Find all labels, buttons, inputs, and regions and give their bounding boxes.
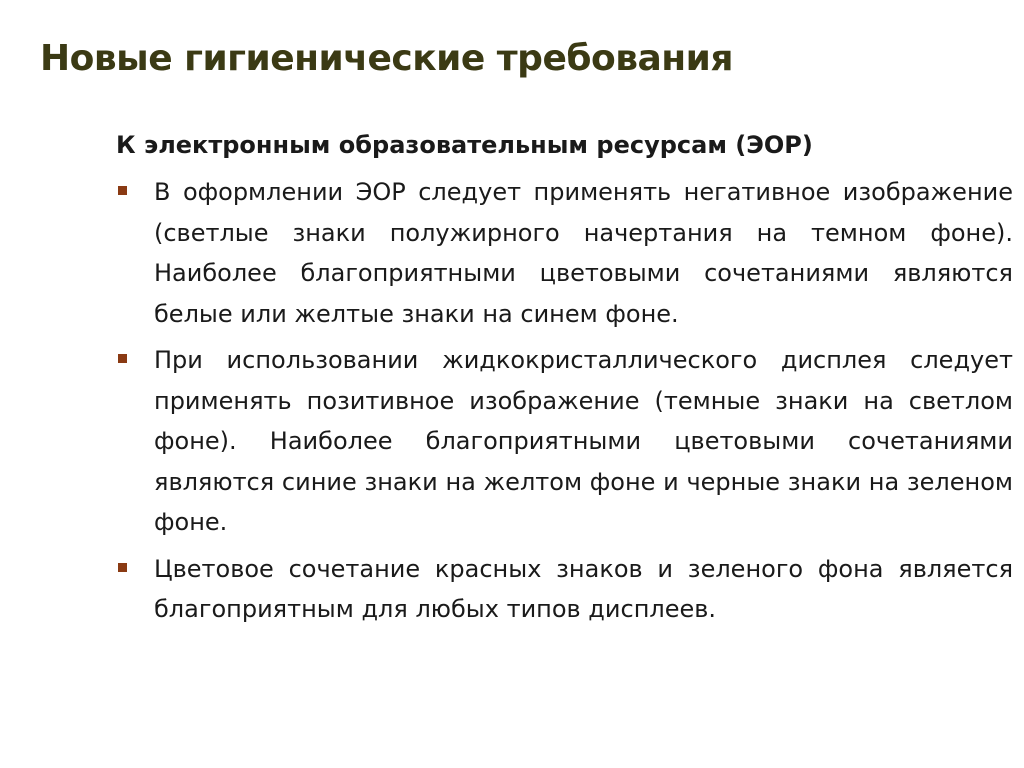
- bullet-item: [116, 172, 1013, 334]
- bullet-text: При использовании жидкокристаллического дисплея следует применять позитивное изображение (темные знаки на светлом фоне). Наиболее благоприятными цветовыми сочетаниями являются синие знаки на желтом фоне и черные знаки на зеленом фоне.: [154, 346, 1013, 536]
- bullet-item: [116, 549, 1013, 630]
- square-bullet-icon: [118, 354, 127, 363]
- square-bullet-icon: [118, 186, 127, 195]
- bullet-text: Цветовое сочетание красных знаков и зеленого фона является благоприятным для любых типов дисплеев.: [154, 554, 1013, 623]
- slide-title: Новые гигиенические требования: [40, 38, 734, 79]
- bullet-item: [116, 340, 1013, 543]
- subheading: К электронным образовательным ресурсам (ЭОР): [116, 131, 813, 159]
- bullet-text: В оформлении ЭОР следует применять негативное изображение (светлые знаки полужирного начертания на темном фоне). Наиболее благоприятными цветовыми сочетаниями являются белые или желтые знаки на синем фоне.: [154, 178, 1013, 328]
- square-bullet-icon: [118, 563, 127, 572]
- bullet-list: [116, 172, 1013, 630]
- slide-content: [116, 126, 1013, 636]
